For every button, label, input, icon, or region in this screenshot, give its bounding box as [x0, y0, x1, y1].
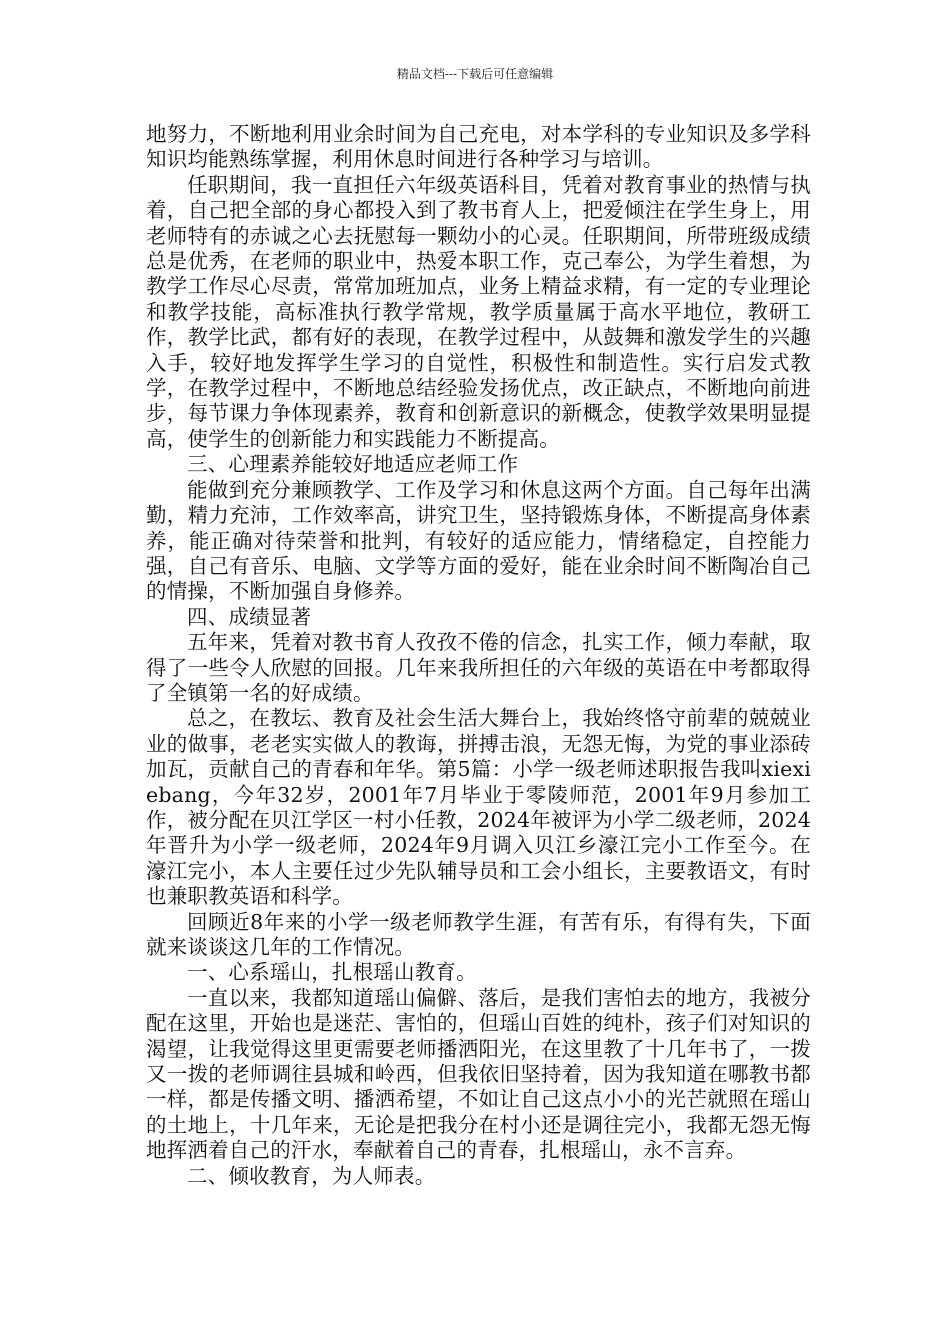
paragraph: 一直以来，我都知道瑶山偏僻、落后，是我们害怕去的地方，我被分配在这里，开始也是迷茫、害怕的，但瑶山百姓的纯朴，孩子们对知识的渴望，让我觉得这里更需要老师播洒阳光，在这里教了十几年书了，一拨又一拨的老师调往县城和岭西，但我依旧坚持着，因为我知道在哪教书都一样，都是传播文明、播洒希望，不如让自己这点小小的光芒就照在瑶山的土地上，十几年来，无论是把我分在村小还是调往完小，我都无怨无悔地挥洒着自己的汗水，奉献着自己的青春，扎根瑶山，永不言弃。 [146, 985, 811, 1163]
section-heading: 四、成绩显著 [187, 604, 312, 629]
paragraph: 回顾近8年来的小学一级老师教学生涯，有苦有乐，有得有失，下面就来谈谈这几年的工作情况。 [146, 909, 811, 959]
page-header: 精品文档---下载后可任意编辑 [396, 67, 554, 81]
paragraph: 任职期间，我一直担任六年级英语科目，凭着对教育事业的热情与执着，自己把全部的身心都投入到了教书育人上，把爱倾注在学生身上，用老师特有的赤诚之心去抚慰每一颗幼小的心灵。任职期间，所带班级成绩总是优秀，在老师的职业中，热爱本职工作，克己奉公，为学生着想，为教学工作尽心尽责，常常加班加点，业务上精益求精，有一定的专业理论和教学技能，高标准执行教学常规，教学质量属于高水平地位，教研工作，教学比武，都有好的表现，在教学过程中，从鼓舞和激发学生的兴趣入手，较好地发挥学生学习的自觉性，积极性和制造性。实行启发式教学，在教学过程中，不断地总结经验发扬优点，改正缺点，不断地向前进步，每节课力争体现素养，教育和创新意识的新概念，使教学效果明显提高，使学生的创新能力和实践能力不断提高。 [146, 172, 811, 451]
section-heading: 三、心理素养能较好地适应老师工作 [187, 452, 519, 477]
section-heading: 一、心系瑶山，扎根瑶山教育。 [187, 960, 477, 985]
paragraph: 能做到充分兼顾教学、工作及学习和休息这两个方面。自己每年出满勤，精力充沛，工作效率高，讲究卫生，坚持锻炼身体，不断提高身体素养，能正确对待荣誉和批判，有较好的适应能力，情绪稳定，自控能力强，自己有音乐、电脑、文学等方面的爱好，能在业余时间不断陶冶自己的情操，不断加强自身修养。 [146, 477, 811, 604]
section-heading: 二、倾收教育，为人师表。 [187, 1163, 436, 1188]
paragraph: 地努力，不断地利用业余时间为自己充电，对本学科的专业知识及多学科知识均能熟练掌握，利用休息时间进行各种学习与培训。 [146, 122, 811, 172]
paragraph: 总之，在教坛、教育及社会生活大舞台上，我始终恪守前辈的兢兢业业的做事，老老实实做人的教诲，拼搏击浪，无怨无悔，为党的事业添砖加瓦，贡献自己的青春和年华。第5篇：小学一级老师述职报告我叫xiexiebang，今年32岁，2001年7月毕业于零陵师范，2001年9月参加工作，被分配在贝江学区一村小任教，2024年被评为小学二级老师，2024年晋升为小学一级老师，2024年9月调入贝江乡濠江完小工作至今。在濠江完小，本人主要任过少先队辅导员和工会小组长，主要教语文，有时也兼职教英语和科学。 [146, 706, 811, 909]
document-body [146, 122, 811, 1189]
paragraph: 五年来，凭着对教书育人孜孜不倦的信念，扎实工作，倾力奉献，取得了一些令人欣慰的回报。几年来我所担任的六年级的英语在中考都取得了全镇第一名的好成绩。 [146, 630, 811, 705]
